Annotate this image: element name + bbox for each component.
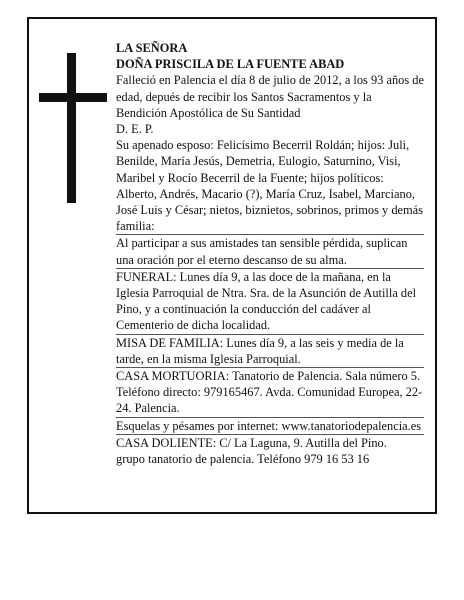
footer-line: grupo tanatorio de palencia. Teléfono 979 16 53 16 <box>116 452 370 467</box>
dep-line: D. E. P. <box>116 122 154 137</box>
misa-paragraph: MISA DE FAMILIA: Lunes día 9, a las seis y media de la tarde, en la misma Iglesia Parroquial. <box>116 335 424 368</box>
family-paragraph: Su apenado esposo: Felicísimo Becerril Roldán; hijos: Juli, Benilde, María Jesús, Demetria, Eulogio, Saturnino, Visi, Maribel y Rocío Becerril de la Fuente; hijos políticos: Alberto, Andrés, Macario (?), María Cruz, Isabel, Marciano, José Luis y César; nietos, biznietos, sobrinos, primos y demás familia: <box>116 137 424 235</box>
funeral-paragraph: FUNERAL: Lunes día 9, a las doce de la mañana, en la Iglesia Parroquial de Ntra. Sra. de la Asunción de Autilla del Pino, y a continuación la conducción del cadáver al Cementerio de dicha localidad. <box>116 269 424 335</box>
casa-doliente-line: CASA DOLIENTE: C/ La Laguna, 9. Autilla del Pino. <box>116 435 387 450</box>
obituary-text <box>116 40 424 467</box>
cross-icon <box>39 53 107 203</box>
cross-horizontal-bar <box>39 93 107 102</box>
casa-mortuoria-paragraph: CASA MORTUORIA: Tanatorio de Palencia. Sala número 5. Teléfono directo: 979165467. Avda. Comunidad Europea, 22-24. Palencia. <box>116 368 424 418</box>
cross-vertical-bar <box>67 53 76 203</box>
request-paragraph: Al participar a sus amistades tan sensible pérdida, suplican una oración por el eterno descanso de su alma. <box>116 235 424 268</box>
obituary-notice <box>27 17 437 514</box>
deceased-name: DOÑA PRISCILA DE LA FUENTE ABAD <box>116 57 345 72</box>
death-paragraph: Falleció en Palencia el día 8 de julio de 2012, a los 93 años de edad, depués de recibir los Santos Sacramentos y la Bendición Apostólica de Su Santidad <box>116 73 424 120</box>
esquelas-paragraph: Esquelas y pésames por internet: www.tanatoriodepalencia.es <box>116 418 424 435</box>
notice-title: LA SEÑORA <box>116 41 188 55</box>
